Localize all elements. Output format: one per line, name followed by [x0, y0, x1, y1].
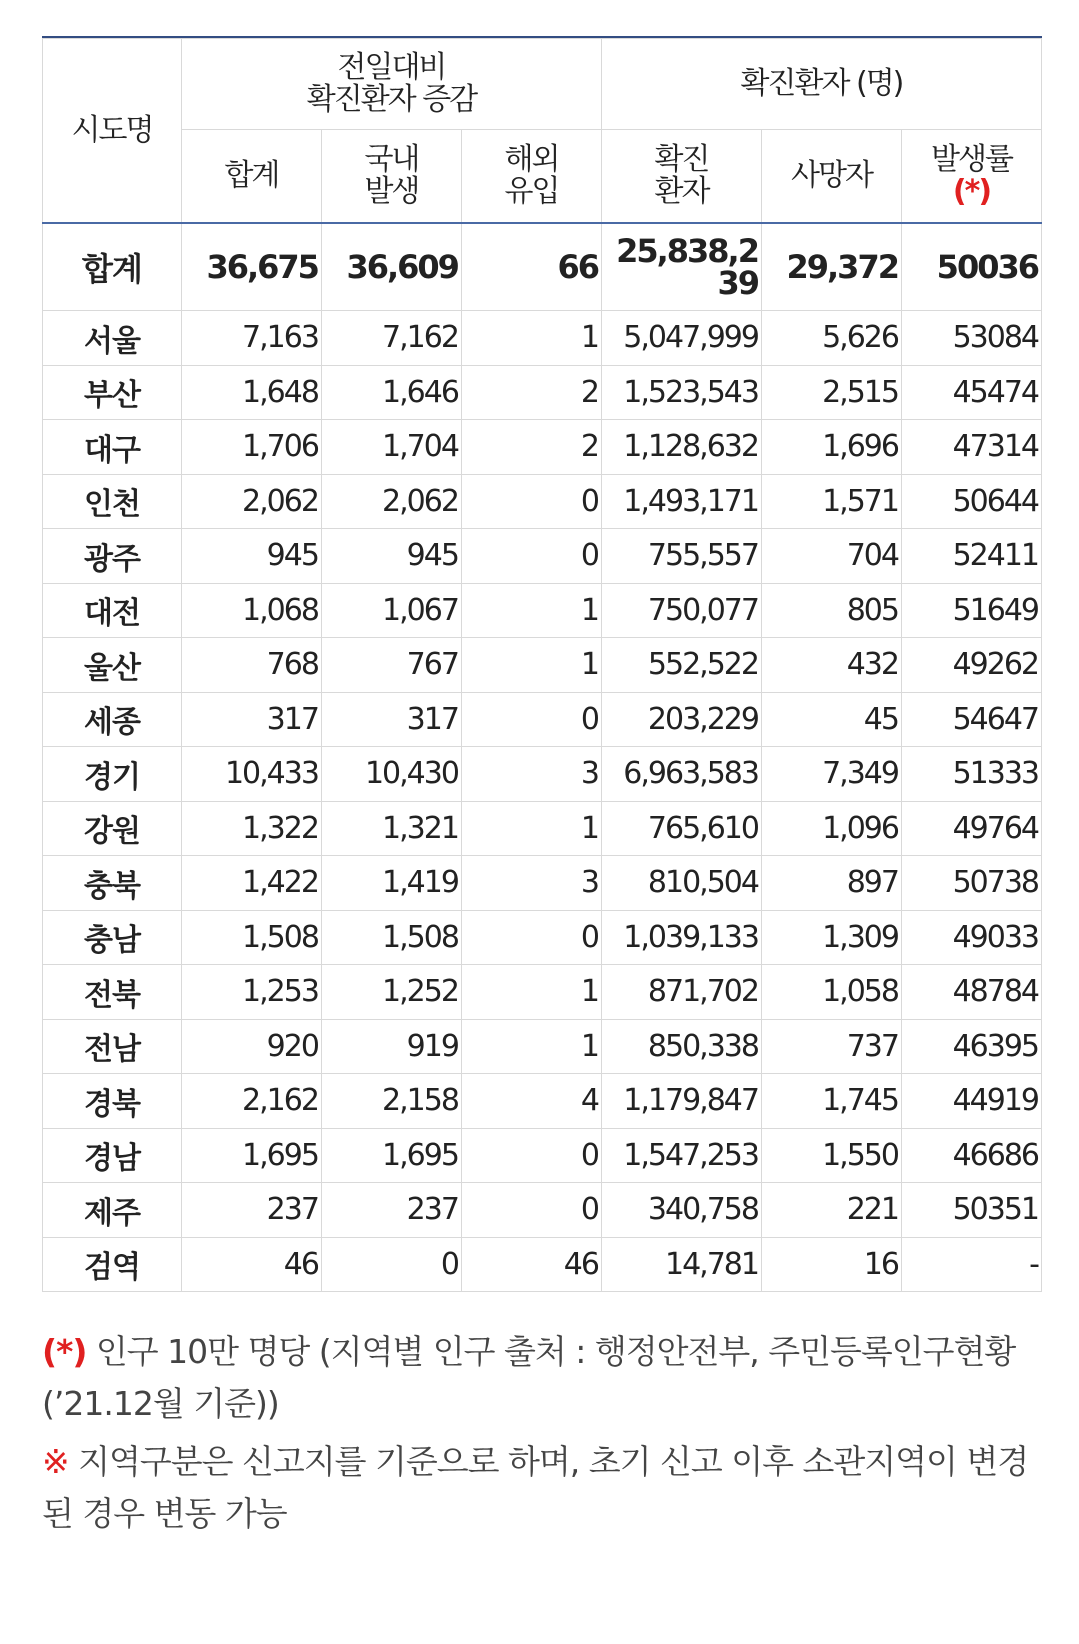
cell-sum: 1,253	[181, 965, 321, 1020]
cell-overseas: 2	[461, 365, 601, 420]
cell-domestic: 945	[321, 529, 461, 584]
cell-incidence: 46686	[901, 1128, 1041, 1183]
cell-region: 충북	[43, 856, 182, 911]
cell-confirmed: 552,522	[601, 638, 761, 693]
cell-sum: 1,068	[181, 583, 321, 638]
cell-deaths: 737	[761, 1019, 901, 1074]
cell-overseas: 1	[461, 638, 601, 693]
cell-deaths: 805	[761, 583, 901, 638]
cell-overseas: 1	[461, 801, 601, 856]
cell-confirmed: 14,781	[601, 1237, 761, 1292]
cell-confirmed: 1,128,632	[601, 420, 761, 475]
cell-incidence: 49764	[901, 801, 1041, 856]
cell-overseas: 1	[461, 1019, 601, 1074]
cell-domestic: 1,646	[321, 365, 461, 420]
cell-deaths: 1,745	[761, 1074, 901, 1129]
cell-overseas: 0	[461, 1128, 601, 1183]
cell-region: 강원	[43, 801, 182, 856]
cell-sum: 1,648	[181, 365, 321, 420]
cell-overseas: 46	[461, 1237, 601, 1292]
cell-incidence: -	[901, 1237, 1041, 1292]
header-overseas: 해외 유입	[461, 130, 601, 224]
cell-incidence: 53084	[901, 311, 1041, 366]
cell-sum: 1,695	[181, 1128, 321, 1183]
cell-overseas: 1	[461, 583, 601, 638]
cell-sum: 46	[181, 1237, 321, 1292]
cell-deaths: 45	[761, 692, 901, 747]
cell-region: 경기	[43, 747, 182, 802]
cell-region: 대구	[43, 420, 182, 475]
cell-region: 전북	[43, 965, 182, 1020]
cell-incidence: 52411	[901, 529, 1041, 584]
cell-region: 울산	[43, 638, 182, 693]
cell-deaths: 7,349	[761, 747, 901, 802]
header-deaths: 사망자	[761, 130, 901, 224]
table-row	[43, 1074, 1042, 1129]
cell-deaths: 1,550	[761, 1128, 901, 1183]
cell-overseas: 0	[461, 529, 601, 584]
cell-sum: 237	[181, 1183, 321, 1238]
footnote-region-change	[42, 1436, 1032, 1540]
cell-region: 충남	[43, 910, 182, 965]
cell-confirmed: 750,077	[601, 583, 761, 638]
cell-region: 서울	[43, 311, 182, 366]
cell-region: 광주	[43, 529, 182, 584]
cell-deaths: 5,626	[761, 311, 901, 366]
cell-overseas: 0	[461, 692, 601, 747]
cell-confirmed: 755,557	[601, 529, 761, 584]
cell-confirmed: 1,039,133	[601, 910, 761, 965]
cell-overseas: 1	[461, 311, 601, 366]
cell-domestic: 0	[321, 1237, 461, 1292]
cell-incidence: 50644	[901, 474, 1041, 529]
table-row	[43, 1019, 1042, 1074]
cell-domestic: 1,419	[321, 856, 461, 911]
footnote-population	[42, 1326, 1032, 1430]
table-row	[43, 638, 1042, 693]
cell-confirmed: 6,963,583	[601, 747, 761, 802]
reference-text: 지역구분은 신고지를 기준으로 하며, 초기 신고 이후 소관지역이 변경된 경우 변동 가능	[42, 1442, 1029, 1533]
cell-domestic: 237	[321, 1183, 461, 1238]
cell-region: 경남	[43, 1128, 182, 1183]
cell-incidence: 49033	[901, 910, 1041, 965]
cell-incidence: 46395	[901, 1019, 1041, 1074]
cell-deaths: 1,058	[761, 965, 901, 1020]
cell-region: 대전	[43, 583, 182, 638]
cell-incidence: 47314	[901, 420, 1041, 475]
cell-incidence: 49262	[901, 638, 1041, 693]
cell-confirmed: 1,547,253	[601, 1128, 761, 1183]
cell-overseas: 3	[461, 856, 601, 911]
cell-sum: 2,162	[181, 1074, 321, 1129]
cell-domestic: 317	[321, 692, 461, 747]
header-sum: 합계	[181, 130, 321, 224]
cell-domestic: 1,252	[321, 965, 461, 1020]
cell-domestic: 767	[321, 638, 461, 693]
cell-region: 부산	[43, 365, 182, 420]
cell-confirmed: 810,504	[601, 856, 761, 911]
cell-deaths: 2,515	[761, 365, 901, 420]
cell-overseas: 2	[461, 420, 601, 475]
table-row	[43, 1237, 1042, 1292]
cell-region: 전남	[43, 1019, 182, 1074]
header-domestic: 국내 발생	[321, 130, 461, 224]
cell-domestic: 1,704	[321, 420, 461, 475]
cell-confirmed: 203,229	[601, 692, 761, 747]
table-row	[43, 801, 1042, 856]
footnote-text: 인구 10만 명당 (지역별 인구 출처 : 행정안전부, 주민등록인구현황 (’21.12월 기준))	[42, 1332, 1016, 1423]
table-row	[43, 747, 1042, 802]
cell-incidence: 44919	[901, 1074, 1041, 1129]
cell-domestic: 1,508	[321, 910, 461, 965]
cell-confirmed: 25,838,2 39	[601, 223, 761, 311]
cell-deaths: 221	[761, 1183, 901, 1238]
cell-incidence: 51649	[901, 583, 1041, 638]
cell-domestic: 919	[321, 1019, 461, 1074]
table-row	[43, 1128, 1042, 1183]
cell-overseas: 0	[461, 474, 601, 529]
table-row	[43, 311, 1042, 366]
cell-confirmed: 1,523,543	[601, 365, 761, 420]
reference-mark: ※	[42, 1442, 69, 1481]
table-row-total	[43, 223, 1042, 311]
cell-confirmed: 1,493,171	[601, 474, 761, 529]
cell-confirmed: 5,047,999	[601, 311, 761, 366]
cell-region: 합계	[43, 223, 182, 311]
cell-sum: 1,508	[181, 910, 321, 965]
cell-sum: 1,706	[181, 420, 321, 475]
cell-domestic: 1,067	[321, 583, 461, 638]
cell-incidence: 50738	[901, 856, 1041, 911]
cell-sum: 10,433	[181, 747, 321, 802]
header-region: 시도명	[43, 39, 182, 224]
table-row	[43, 692, 1042, 747]
cell-sum: 36,675	[181, 223, 321, 311]
cell-confirmed: 765,610	[601, 801, 761, 856]
cell-incidence: 51333	[901, 747, 1041, 802]
table-row	[43, 474, 1042, 529]
cell-region: 제주	[43, 1183, 182, 1238]
cell-overseas: 4	[461, 1074, 601, 1129]
cell-deaths: 704	[761, 529, 901, 584]
table-row	[43, 365, 1042, 420]
cell-incidence: 48784	[901, 965, 1041, 1020]
cell-sum: 1,322	[181, 801, 321, 856]
header-incidence: 발생률 (*)	[901, 130, 1041, 224]
cell-deaths: 1,096	[761, 801, 901, 856]
cell-confirmed: 850,338	[601, 1019, 761, 1074]
incidence-footnote-mark: (*)	[952, 174, 991, 209]
cell-domestic: 7,162	[321, 311, 461, 366]
cell-deaths: 29,372	[761, 223, 901, 311]
cell-sum: 945	[181, 529, 321, 584]
cell-overseas: 1	[461, 965, 601, 1020]
cell-incidence: 50351	[901, 1183, 1041, 1238]
cell-sum: 2,062	[181, 474, 321, 529]
cell-overseas: 0	[461, 1183, 601, 1238]
cell-incidence: 45474	[901, 365, 1041, 420]
cell-region: 경북	[43, 1074, 182, 1129]
cell-region: 세종	[43, 692, 182, 747]
cell-confirmed: 871,702	[601, 965, 761, 1020]
cell-deaths: 1,571	[761, 474, 901, 529]
table-row	[43, 910, 1042, 965]
table-row	[43, 529, 1042, 584]
cell-overseas: 3	[461, 747, 601, 802]
header-daily-change: 전일대비 확진환자 증감	[181, 39, 601, 130]
cell-overseas: 66	[461, 223, 601, 311]
cell-confirmed: 1,179,847	[601, 1074, 761, 1129]
cell-incidence: 54647	[901, 692, 1041, 747]
cell-domestic: 2,062	[321, 474, 461, 529]
cell-confirmed: 340,758	[601, 1183, 761, 1238]
table-row	[43, 583, 1042, 638]
table-row	[43, 1183, 1042, 1238]
cell-deaths: 1,309	[761, 910, 901, 965]
footnote-mark: (*)	[42, 1332, 87, 1371]
cell-deaths: 1,696	[761, 420, 901, 475]
table-row	[43, 965, 1042, 1020]
cell-region: 검역	[43, 1237, 182, 1292]
cell-overseas: 0	[461, 910, 601, 965]
cell-region: 인천	[43, 474, 182, 529]
table-row	[43, 856, 1042, 911]
covid-region-table	[42, 38, 1042, 1292]
cell-deaths: 897	[761, 856, 901, 911]
cell-sum: 317	[181, 692, 321, 747]
header-confirmed: 확진 환자	[601, 130, 761, 224]
cell-sum: 768	[181, 638, 321, 693]
cell-domestic: 36,609	[321, 223, 461, 311]
cell-domestic: 1,695	[321, 1128, 461, 1183]
cell-domestic: 1,321	[321, 801, 461, 856]
cell-domestic: 10,430	[321, 747, 461, 802]
header-confirmed-group: 확진환자 (명)	[601, 39, 1041, 130]
cell-sum: 1,422	[181, 856, 321, 911]
table-row	[43, 420, 1042, 475]
cell-deaths: 16	[761, 1237, 901, 1292]
cell-incidence: 50036	[901, 223, 1041, 311]
cell-sum: 7,163	[181, 311, 321, 366]
cell-sum: 920	[181, 1019, 321, 1074]
cell-domestic: 2,158	[321, 1074, 461, 1129]
cell-deaths: 432	[761, 638, 901, 693]
